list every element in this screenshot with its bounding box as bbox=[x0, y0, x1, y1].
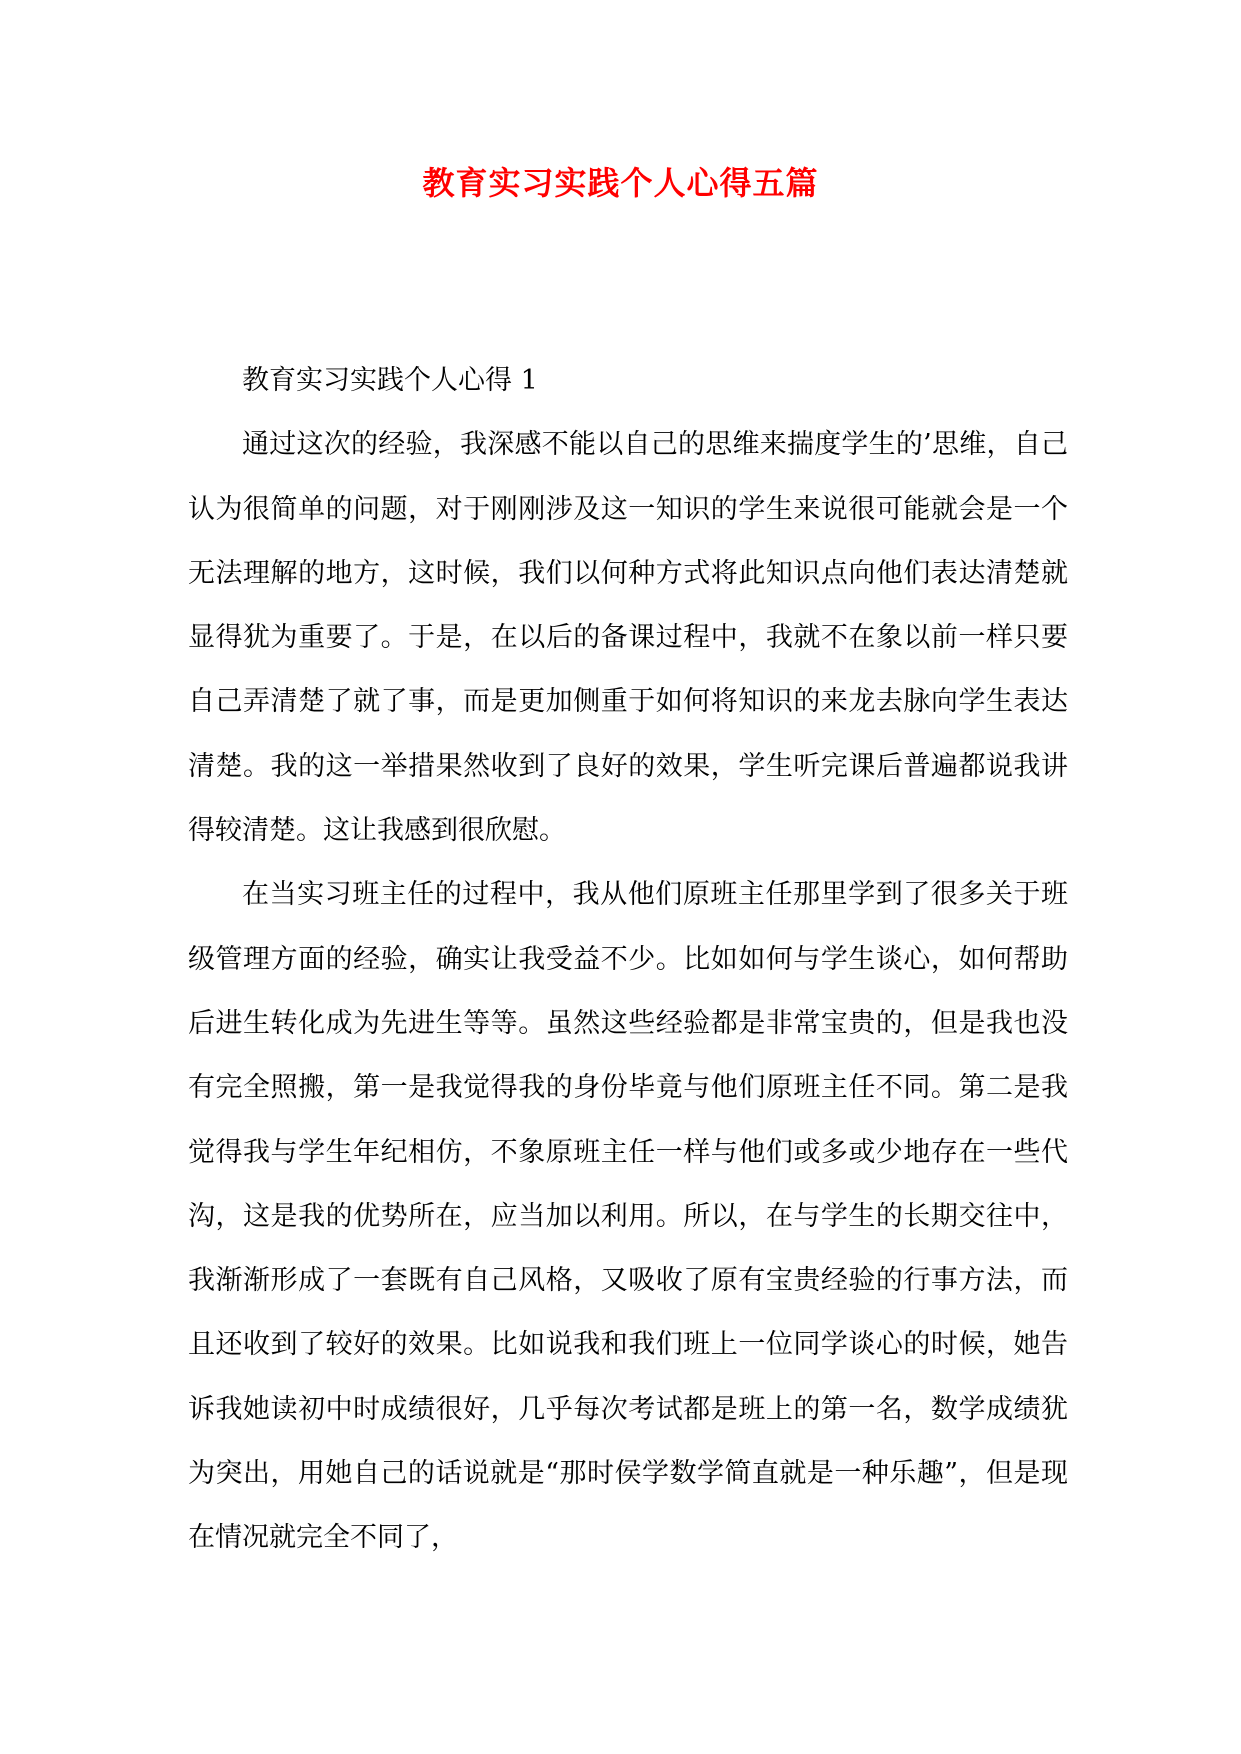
document-body bbox=[188, 349, 1068, 1571]
section-heading: 教育实习实践个人心得 1 bbox=[242, 365, 538, 396]
paragraph-1: 通过这次的经验，我深感不能以自己的思维来揣度学生的’思维，自己认为很简单的问题，对于刚刚涉及这一知识的学生来说很可能就会是一个无法理解的地方，这时候，我们以何种方式将此知识点向他们表达清楚就显得犹为重要了。于是，在以后的备课过程中，我就不在象以前一样只要自己弄清楚了就了事，而是更加侧重于如何将知识的来龙去脉向学生表达清楚。我的这一举措果然收到了良好的效果，学生听完课后普遍都说我讲得较清楚。这让我感到很欣慰。 bbox=[188, 429, 1068, 847]
document-title: 教育实习实践个人心得五篇 bbox=[422, 164, 819, 202]
paragraph-2: 在当实习班主任的过程中，我从他们原班主任那里学到了很多关于班级管理方面的经验，确实让我受益不少。比如如何与学生谈心，如何帮助后进生转化成为先进生等等。虽然这些经验都是非常宝贵的，但是我也没有完全照搬，第一是我觉得我的身份毕竟与他们原班主任不同。第二是我觉得我与学生年纪相仿，不象原班主任一样与他们或多或少地存在一些代沟，这是我的优势所在，应当加以利用。所以，在与学生的长期交往中，我渐渐形成了一套既有自己风格，又吸收了原有宝贵经验的行事方法，而且还收到了较好的效果。比如说我和我们班上一位同学谈心的时候，她告诉我她读初中时成绩很好，几乎每次考试都是班上的第一名，数学成绩犹为突出，用她自己的话说就是“那时侯学数学简直就是一种乐趣”，但是现在情况就完全不同了， bbox=[188, 879, 1068, 1554]
